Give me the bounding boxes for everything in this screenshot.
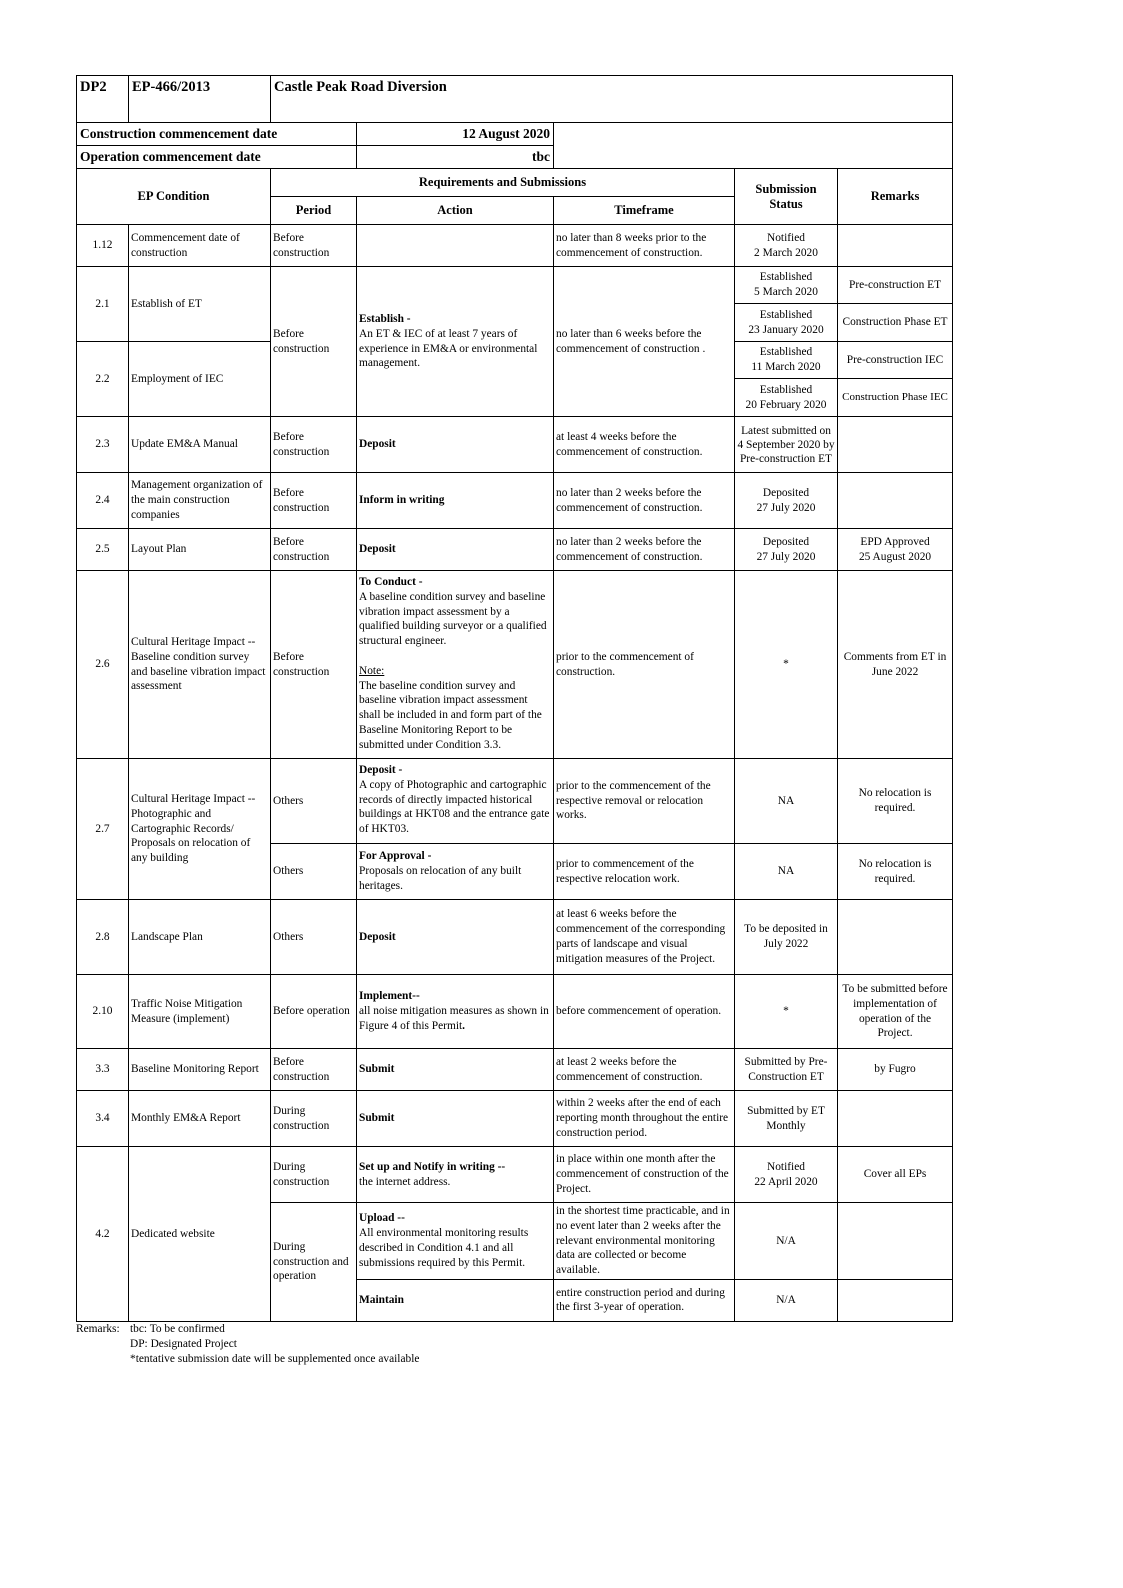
action-text: the internet address. [359,1175,451,1188]
action-verb: Set up and Notify in writing -- [359,1160,506,1173]
condition-number: 3.3 [77,1049,129,1091]
condition-title: Layout Plan [129,529,271,571]
status-line: Notified [767,231,805,244]
action-cell: Deposit [357,900,554,975]
timeframe-cell: prior to commencement of the respective relocation work. [554,844,735,900]
status-cell: Latest submitted on 4 September 2020 by Pre-construction ET [735,417,838,473]
remark-line: EPD Approved [860,535,930,548]
action-verb: Implement-- [359,990,420,1003]
action-cell: Deposit [357,529,554,571]
col-status-line2: Status [769,196,803,211]
status-cell: * [735,975,838,1049]
table-row [77,1091,953,1147]
status-date: 27 July 2020 [756,550,816,563]
status-date: 20 February 2020 [745,398,827,411]
table-row [77,417,953,473]
col-remarks: Remarks [838,169,953,225]
status-cell [735,473,838,529]
dp-code: DP2 [77,76,129,123]
action-verb: For Approval - [359,850,432,863]
condition-number: 2.2 [77,342,129,417]
status-line: Established [759,271,813,284]
timeframe-cell: in the shortest time practicable, and in no event later than 2 weeks after the relevant environmental monitoring data are collected or become available. [554,1203,735,1280]
status-cell [735,267,838,304]
table-row [77,1049,953,1091]
operation-date: tbc [357,146,554,169]
condition-title: Baseline Monitoring Report [129,1049,271,1091]
remark-cell [838,473,953,529]
status-date: 23 January 2020 [748,323,824,336]
status-cell: To be deposited in July 2022 [735,900,838,975]
status-line: Established [759,346,813,359]
status-cell: N/A [735,1203,838,1280]
table-row [77,1147,953,1203]
condition-title: Establish of ET [129,267,271,342]
action-cell: Deposit [357,417,554,473]
note-text: The baseline condition survey and baseline vibration impact assessment shall be included in and form part of the Baseline Monitoring Report to be submitted under Condition 3.3. [359,679,542,751]
period-cell: Before construction [271,529,357,571]
action-cell: Submit [357,1091,554,1147]
remark-cell [838,1091,953,1147]
ep-number: EP-466/2013 [129,76,271,123]
period-cell: During construction and operation [271,1203,357,1322]
table-row [77,975,953,1049]
col-submission-status [735,169,838,225]
period-cell: Others [271,759,357,844]
construction-date-row [77,123,953,146]
col-requirements: Requirements and Submissions [271,169,735,197]
table-row [77,473,953,529]
col-period: Period [271,197,357,225]
action-text: Proposals on relocation of any built heritages. [359,865,522,892]
status-cell: N/A [735,1279,838,1321]
action-cell [357,844,554,900]
col-action: Action [357,197,554,225]
status-date: 5 March 2020 [754,286,818,298]
period-cell: During construction [271,1147,357,1203]
timeframe-cell: no later than 2 weeks before the commencement of construction. [554,473,735,529]
timeframe-cell: in place within one month after the commencement of construction of the Project. [554,1147,735,1203]
action-text: All environmental monitoring results described in Condition 4.1 and all submissions required by this Permit. [359,1227,529,1269]
timeframe-cell: at least 2 weeks before the commencement of construction. [554,1049,735,1091]
condition-number: 2.6 [77,571,129,759]
condition-title: Dedicated website [129,1147,271,1322]
condition-number: 2.7 [77,759,129,900]
remark-cell: To be submitted before implementation of operation of the Project. [838,975,953,1049]
header-blank [554,123,953,169]
action-cell: Maintain [357,1279,554,1321]
condition-number: 2.3 [77,417,129,473]
status-cell [735,529,838,571]
status-cell [735,1147,838,1203]
table-row [77,900,953,975]
table-row [77,571,953,759]
condition-title: Cultural Heritage Impact -- Baseline condition survey and baseline vibration impact assessment [129,571,271,759]
remark-cell: Construction Phase ET [838,304,953,342]
construction-date: 12 August 2020 [357,123,554,146]
action-verb: Upload -- [359,1212,405,1225]
table-row [77,267,953,304]
status-line: Deposited [762,486,810,499]
timeframe-cell: no later than 8 weeks prior to the commencement of construction. [554,225,735,267]
timeframe-cell: no later than 6 weeks before the commencement of construction . [554,267,735,417]
period-cell: Before construction [271,473,357,529]
action-cell [357,975,554,1049]
condition-number: 2.4 [77,473,129,529]
period-cell: Others [271,900,357,975]
table-row [77,529,953,571]
period-cell: Before construction [271,267,357,417]
condition-number: 2.5 [77,529,129,571]
note-label: Note: [359,664,385,677]
col-timeframe: Timeframe [554,197,735,225]
action-cell: Inform in writing [357,473,554,529]
footnote-tbc: tbc: To be confirmed [130,1323,225,1335]
action-text: An ET & IEC of at least 7 years of experience in EM&A or environmental management. [359,327,538,370]
remark-cell: Cover all EPs [838,1147,953,1203]
condition-title: Landscape Plan [129,900,271,975]
status-cell: NA [735,759,838,844]
col-status-line1: Submission [755,181,817,196]
action-cell [357,267,554,417]
remark-cell [838,529,953,571]
status-cell [735,379,838,417]
period-cell: During construction [271,1091,357,1147]
status-cell: Submitted by Pre-Construction ET [735,1049,838,1091]
status-line: Notified [767,1160,805,1173]
status-line: Established [759,383,813,396]
timeframe-cell: no later than 2 weeks before the commencement of construction. [554,529,735,571]
remark-cell: Pre-construction IEC [838,342,953,379]
status-cell [735,304,838,342]
table-row [77,225,953,267]
action-cell [357,1203,554,1280]
remark-cell: Comments from ET in June 2022 [838,571,953,759]
status-cell: NA [735,844,838,900]
condition-title: Cultural Heritage Impact -- Photographic and Cartographic Records/ Proposals on relocation of any building [129,759,271,900]
status-cell: * [735,571,838,759]
remark-cell: No relocation is required. [838,844,953,900]
remark-cell [838,225,953,267]
header-row [77,76,953,123]
condition-number: 2.1 [77,267,129,342]
action-verb: Establish - [359,312,411,325]
action-verb: To Conduct - [359,576,423,588]
timeframe-cell: at least 6 weeks before the commencement of the corresponding parts of landscape and visual mitigation measures of the Project. [554,900,735,975]
condition-title: Management organization of the main construction companies [129,473,271,529]
status-line: Deposited [762,535,810,548]
timeframe-cell: at least 4 weeks before the commencement of construction. [554,417,735,473]
timeframe-cell: prior to the commencement of the respective removal or relocation works. [554,759,735,844]
condition-title: Employment of IEC [129,342,271,417]
status-date: 11 March 2020 [751,361,821,373]
status-date: 2 March 2020 [754,246,818,259]
status-cell: Submitted by ET Monthly [735,1091,838,1147]
period-cell: Others [271,844,357,900]
condition-number: 2.10 [77,975,129,1049]
table-row [77,759,953,844]
remark-cell: Construction Phase IEC [838,379,953,417]
status-date: 27 July 2020 [756,501,816,514]
timeframe-cell: within 2 weeks after the end of each reporting month throughout the entire construction period. [554,1091,735,1147]
permit-table-page [76,75,952,1322]
remark-date: 25 August 2020 [858,550,932,563]
timeframe-cell: before commencement of operation. [554,975,735,1049]
condition-title: Traffic Noise Mitigation Measure (implement) [129,975,271,1049]
action-cell [357,225,554,267]
timeframe-cell: prior to the commencement of construction. [554,571,735,759]
action-text: A copy of Photographic and cartographic records of directly impacted historical buildings at HKT08 and the entrance gate of HKT03. [359,778,550,836]
condition-number: 1.12 [77,225,129,267]
action-verb: Deposit - [359,764,403,776]
footnote-label: Remarks: [76,1323,120,1335]
construction-label: Construction commencement date [77,123,357,146]
remark-cell [838,1279,953,1321]
remark-cell: Pre-construction ET [838,267,953,304]
action-text: A baseline condition survey and baseline vibration impact assessment by a qualified building surveyor or a qualified structural engineer. [359,590,547,648]
footnote-tentative: *tentative submission date will be supplemented once available [130,1353,420,1365]
status-cell [735,225,838,267]
condition-number: 4.2 [77,1147,129,1322]
period-cell: Before construction [271,571,357,759]
action-cell [357,759,554,844]
action-cell [357,1147,554,1203]
period-cell: Before construction [271,1049,357,1091]
remark-cell: by Fugro [838,1049,953,1091]
action-period: . [462,1019,466,1032]
status-cell [735,342,838,379]
remark-cell [838,900,953,975]
condition-title: Commencement date of construction [129,225,271,267]
timeframe-cell: entire construction period and during the first 3-year of operation. [554,1279,735,1321]
remark-cell: No relocation is required. [838,759,953,844]
remark-cell [838,417,953,473]
action-cell [357,571,554,759]
remark-cell [838,1203,953,1280]
column-header-row [77,169,953,197]
status-date: 22 April 2020 [754,1175,818,1188]
ep-conditions-table [76,75,953,1322]
condition-title: Update EM&A Manual [129,417,271,473]
condition-number: 3.4 [77,1091,129,1147]
action-cell: Submit [357,1049,554,1091]
period-cell: Before construction [271,417,357,473]
status-line: Established [759,308,813,321]
condition-title: Monthly EM&A Report [129,1091,271,1147]
period-cell: Before operation [271,975,357,1049]
action-text: all noise mitigation measures as shown in Figure 4 of this Permit [359,1005,549,1032]
footnotes [76,1322,419,1367]
project-title: Castle Peak Road Diversion [271,76,953,123]
col-ep-condition: EP Condition [77,169,271,225]
period-cell: Before construction [271,225,357,267]
operation-label: Operation commencement date [77,146,357,169]
condition-number: 2.8 [77,900,129,975]
footnote-dp: DP: Designated Project [130,1338,237,1350]
